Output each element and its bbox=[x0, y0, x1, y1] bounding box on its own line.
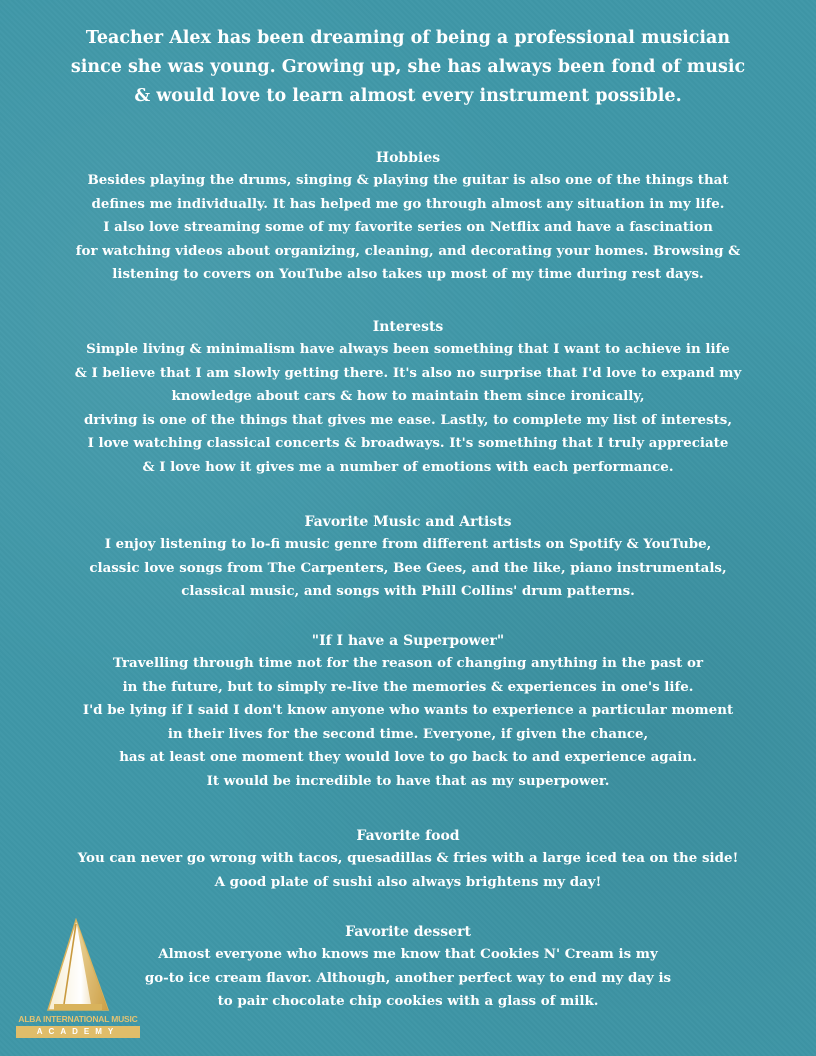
section-line: driving is one of the things that gives me ease. Lastly, to complete my list of interests, bbox=[84, 411, 732, 428]
intro-line: Teacher Alex has been dreaming of being a professional musician bbox=[85, 28, 731, 48]
section-favorite-music bbox=[30, 512, 786, 604]
section-heading: Favorite dessert bbox=[345, 924, 471, 940]
section-line: A good plate of sushi also always brightens my day! bbox=[214, 873, 602, 890]
section-line: I enjoy listening to lo-fi music genre from different artists on Spotify & YouTube, bbox=[104, 536, 712, 552]
metronome-icon bbox=[42, 918, 114, 1014]
section-line: classic love songs from The Carpenters, Bee Gees, and the like, piano instrumentals, bbox=[89, 559, 727, 576]
section-line: in their lives for the second time. Everyone, if given the chance, bbox=[167, 725, 649, 742]
section-line: in the future, but to simply re-live the memories & experiences in one's life. bbox=[122, 678, 694, 695]
section-hobbies bbox=[30, 148, 786, 287]
section-line: classical music, and songs with Phill Collins' drum patterns. bbox=[181, 583, 635, 599]
section-line: I love watching classical concerts & broadways. It's something that I truly appreciate bbox=[87, 435, 729, 451]
academy-subtitle: ACADEMY bbox=[16, 1026, 140, 1038]
section-line: It would be incredible to have that as my superpower. bbox=[206, 772, 610, 789]
section-line: Almost everyone who knows me know that Cookies N' Cream is my bbox=[158, 946, 658, 962]
intro-paragraph bbox=[60, 24, 756, 111]
section-line: I also love streaming some of my favorite series on Netflix and have a fascination bbox=[103, 219, 713, 235]
section-heading: Hobbies bbox=[375, 150, 441, 166]
section-line: for watching videos about organizing, cleaning, and decorating your homes. Browsing & bbox=[75, 242, 741, 259]
section-line: You can never go wrong with tacos, quesadillas & fries with a large iced tea on the side! bbox=[77, 850, 739, 866]
section-superpower bbox=[30, 631, 786, 793]
section-favorite-dessert bbox=[30, 922, 786, 1014]
intro-line: & would love to learn almost every instrument possible. bbox=[134, 86, 682, 106]
section-heading: Interests bbox=[372, 319, 444, 335]
section-line: Besides playing the drums, singing & playing the guitar is also one of the things that bbox=[87, 172, 729, 188]
section-line: knowledge about cars & how to maintain them since ironically, bbox=[171, 388, 645, 404]
section-heading: Favorite food bbox=[356, 828, 460, 844]
section-line: has at least one moment they would love to go back to and experience again. bbox=[119, 749, 697, 765]
section-favorite-food bbox=[30, 826, 786, 894]
section-line: Travelling through time not for the reason of changing anything in the past or bbox=[112, 655, 704, 671]
section-line: defines me individually. It has helped me go through almost any situation in my life. bbox=[91, 195, 725, 212]
section-interests bbox=[30, 317, 786, 479]
academy-logo bbox=[14, 918, 142, 1042]
section-line: to pair chocolate chip cookies with a glass of milk. bbox=[217, 993, 599, 1009]
section-heading: "If I have a Superpower" bbox=[311, 633, 505, 649]
academy-name: ALBA INTERNATIONAL MUSIC bbox=[18, 1014, 138, 1024]
section-line: I'd be lying if I said I don't know anyone who wants to experience a particular moment bbox=[82, 702, 734, 718]
section-heading: Favorite Music and Artists bbox=[304, 514, 512, 530]
section-line: & I believe that I am slowly getting there. It's also no surprise that I'd love to expand my bbox=[74, 364, 742, 381]
section-line: & I love how it gives me a number of emotions with each performance. bbox=[142, 458, 674, 475]
section-line: listening to covers on YouTube also takes up most of my time during rest days. bbox=[112, 266, 704, 282]
section-line: Simple living & minimalism have always been something that I want to achieve in life bbox=[86, 341, 730, 357]
section-line: go-to ice cream flavor. Although, another perfect way to end my day is bbox=[144, 969, 672, 986]
intro-line: since she was young. Growing up, she has always been fond of music bbox=[70, 57, 746, 77]
